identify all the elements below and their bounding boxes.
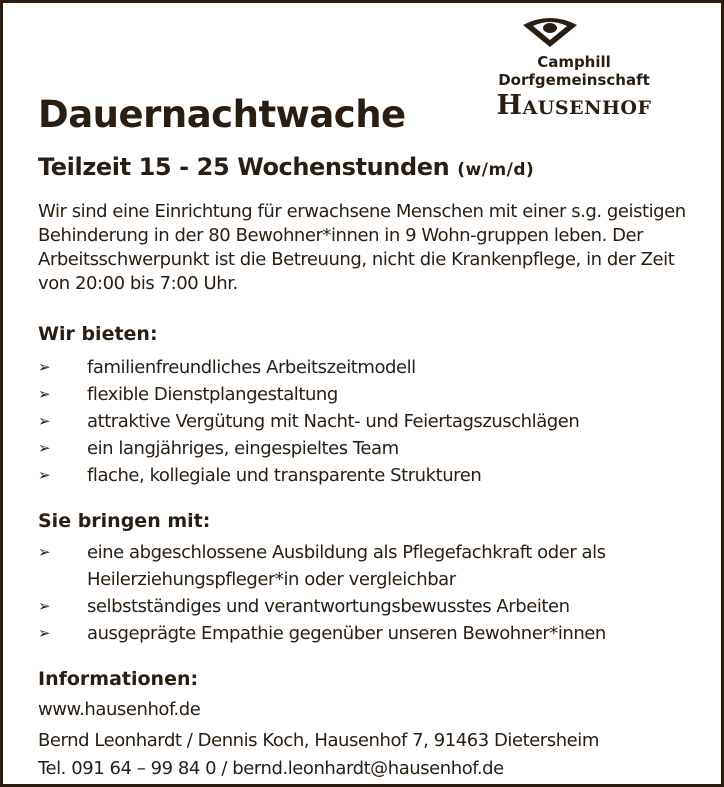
offer-item-text: flache, kollegiale und transparente Strukturen	[87, 465, 482, 486]
list-item	[38, 435, 708, 462]
arrow-bullet-icon: ➢	[38, 466, 51, 484]
require-heading: Sie bringen mit:	[38, 510, 211, 532]
offer-list	[38, 354, 708, 489]
subtitle-gender: (w/m/d)	[457, 160, 535, 180]
job-title: Dauernachtwache	[38, 93, 406, 136]
contact-address: Bernd Leonhardt / Dennis Koch, Hausenhof 7, 91463 Dietersheim	[38, 730, 599, 751]
hausenhof-logo	[469, 13, 679, 123]
arrow-bullet-icon: ➢	[38, 358, 51, 376]
list-item	[38, 462, 708, 489]
offer-item-text: attraktive Vergütung mit Nacht- und Feiertagszuschlägen	[87, 411, 580, 432]
job-subtitle	[38, 150, 534, 187]
require-list	[38, 539, 688, 647]
arrow-bullet-icon: ➢	[38, 624, 51, 642]
require-item-text: ausgeprägte Empathie gegenüber unseren Bewohner*innen	[87, 623, 606, 644]
offer-item-text: flexible Dienstplangestaltung	[87, 384, 338, 405]
offer-heading: Wir bieten:	[38, 323, 158, 345]
list-item	[38, 620, 688, 647]
phone-email[interactable]: Tel. 091 64 – 99 84 0 / bernd.leonhardt@hausenhof.de	[38, 758, 504, 779]
list-item	[38, 593, 688, 620]
eye-triangle-logo-icon	[521, 15, 579, 49]
website-link[interactable]: www.hausenhof.de	[38, 699, 201, 720]
list-item	[38, 354, 708, 381]
subtitle-hours: Teilzeit 15 - 25 Wochenstunden	[38, 153, 450, 181]
list-item	[38, 381, 708, 408]
offer-item-text: ein langjähriges, eingespieltes Team	[87, 438, 399, 459]
require-item-text: selbstständiges und verantwortungsbewusstes Arbeiten	[87, 596, 570, 617]
info-heading: Informationen:	[38, 668, 199, 690]
intro-paragraph: Wir sind eine Einrichtung für erwachsene Menschen mit einer s.g. geistigen Behinderung in der 80 Bewohner*innen in 9 Wohn-gruppen leben. Der Arbeitsschwerpunkt ist die Betreuung, nicht die Krankenpflege, in der Zeit von 20:00 bis 7:00 Uhr.	[38, 201, 686, 294]
require-item-text: eine abgeschlossene Ausbildung als Pflegefachkraft oder als Heilerziehungspfleger*in oder vergleichbar	[87, 542, 606, 590]
list-item	[38, 408, 708, 435]
logo-line-dorfgemeinschaft: Dorfgemeinschaft	[498, 71, 650, 89]
logo-line-camphill: Camphill	[537, 53, 611, 71]
arrow-bullet-icon: ➢	[38, 597, 51, 615]
logo-name-hausenhof: Hausenhof	[496, 90, 652, 121]
arrow-bullet-icon: ➢	[38, 543, 51, 561]
offer-item-text: familienfreundliches Arbeitszeitmodell	[87, 357, 416, 378]
arrow-bullet-icon: ➢	[38, 439, 51, 457]
arrow-bullet-icon: ➢	[38, 412, 51, 430]
list-item	[38, 539, 688, 593]
arrow-bullet-icon: ➢	[38, 385, 51, 403]
